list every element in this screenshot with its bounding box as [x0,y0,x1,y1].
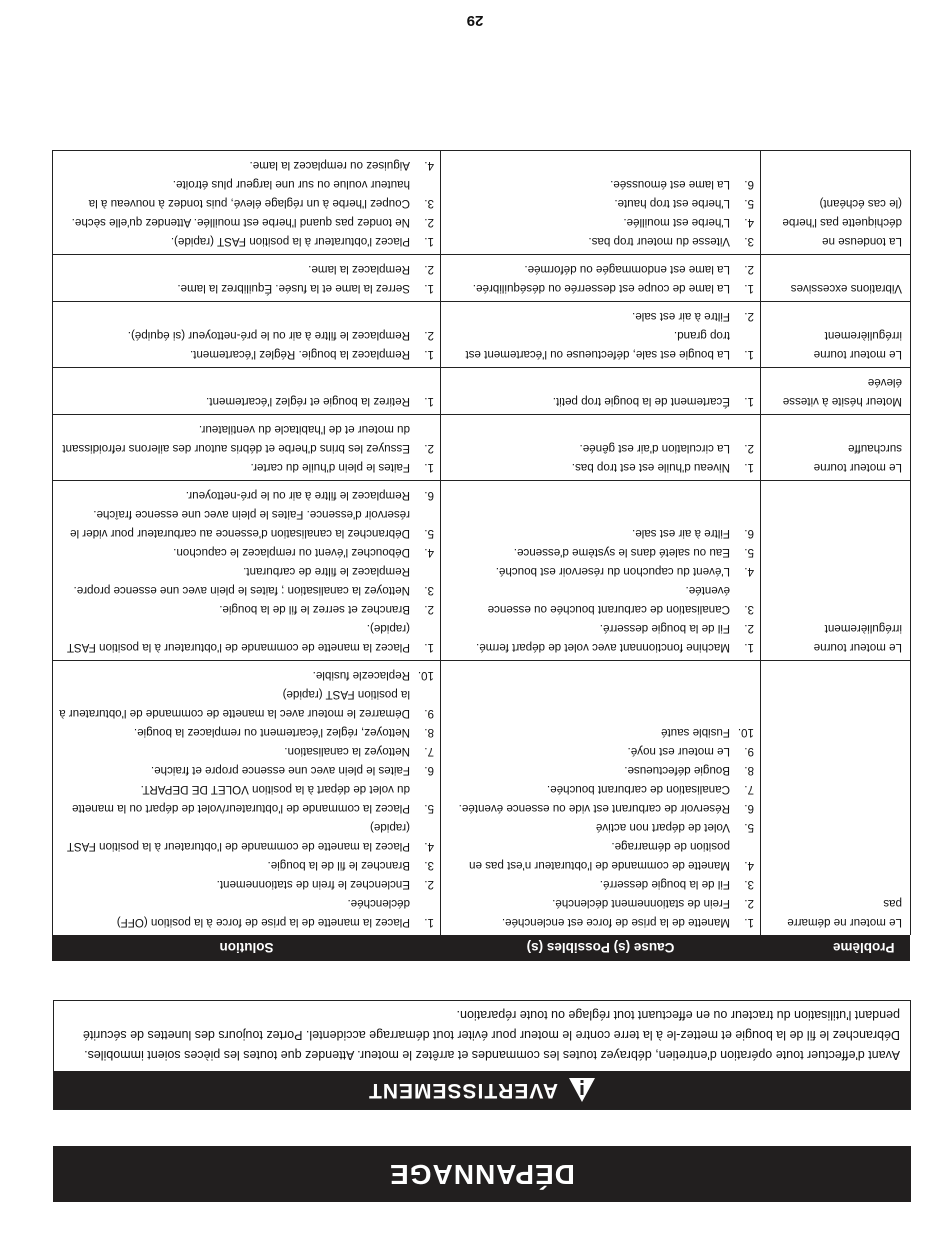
cause-text: L'herbe est mouillée. [623,216,730,229]
cause-number: 2. [744,622,754,635]
cause-item [447,194,754,213]
solution-text: Branchez le fil de la bougie. [267,859,410,872]
troubleshooting-table [52,150,911,961]
table-row [53,368,911,415]
header-problem: Problème [761,935,911,961]
solution-number: 2. [424,329,434,342]
solution-item [59,723,434,742]
solution-text: Serrez la lame et la fusée. Équilibrez la lame. [177,282,410,295]
solution-text: Remplacez le filtre à air ou le pré-nettoyeur (si équipé). [127,329,410,342]
solution-item [59,260,434,279]
solution-item [59,685,434,723]
solution-text: Branchez et serrez le fil de la bougie. [219,603,410,616]
solution-number: 3. [424,859,434,872]
cause-item [447,326,754,364]
cause-number: 8. [744,764,754,777]
cause-text: Volet de départ non activé [595,821,730,834]
cause-number: 4. [744,565,754,578]
cause-text: Fil de la bougie desserré. [599,622,730,635]
cause-number: 6. [744,178,754,191]
solution-item [59,458,434,477]
solution-text: Enclenchez le frein de stationnement. [216,878,410,891]
solution-number: 4. [424,546,434,559]
warning-box [53,1000,911,1110]
solution-text: Placez la manette de commande de l'obturateur à la position FAST (rapide). [67,622,410,654]
cause-number: 5. [744,546,754,559]
cause-cell [441,415,761,481]
cause-number: 1. [744,916,754,929]
solution-cell [53,302,441,368]
cause-item [447,742,754,761]
cause-item [447,761,754,780]
cause-text: Canalisation de carburant bouchée. [546,783,730,796]
solution-number: 7. [424,745,434,758]
solution-number: 2. [424,603,434,616]
solution-number: 8. [424,726,434,739]
cause-item [447,619,754,638]
cause-number: 3. [744,235,754,248]
solution-text: Remplacez le filtre à air ou le pré-nettoyeur. [185,489,410,502]
solution-number: 2. [424,263,434,276]
cause-cell [441,481,761,661]
page-title: DÉPANNAGE [53,1146,911,1202]
cause-item [447,232,754,251]
cause-number: 2. [744,897,754,910]
cause-number: 1. [744,461,754,474]
cause-item [447,818,754,837]
header-causes: Cause (s) Possibles (s) [441,935,761,961]
cause-text: Vitesse du moteur trop bas. [588,235,730,248]
cause-text: Fil de la bougie desserré. [599,878,730,891]
solution-item [59,619,434,657]
solution-text: Nettoyez, réglez l'écartement ou remplacez la bougie. [133,726,410,739]
table-row [53,302,911,368]
cause-number: 3. [744,603,754,616]
cause-text: L'évent du capuchon du réservoir est bouché. [495,565,730,578]
solution-cell [53,368,441,415]
table-row [53,481,911,661]
solution-item [59,279,434,298]
cause-text: Frein de stationnement déclenché. [552,897,730,910]
solution-item [59,600,434,619]
cause-item [447,723,754,742]
solution-number: 3. [424,584,434,597]
cause-number: 5. [744,821,754,834]
cause-cell [441,368,761,415]
cause-number: 9. [744,745,754,758]
cause-number: 2. [744,442,754,455]
solution-item [59,326,434,345]
cause-number: 5. [744,197,754,210]
solution-text: Remplacez la lame. [308,263,410,276]
problem-cell: Moteur hésite à vitesse élevée [761,368,911,415]
solution-number: 1. [424,348,434,361]
solution-text: Essuyez les brins d'herbe et débris autour des ailerons refroidissant du moteur et de l'habitacle du ventilateur. [62,423,410,455]
page-number: 29 [466,12,484,29]
solution-number: 5. [424,802,434,815]
solution-number: 1. [424,235,434,248]
solution-item [59,345,434,364]
solution-text: Nettoyez la canalisation. [284,745,410,758]
solution-number: 9. [424,707,434,720]
solution-text: Ne tondez pas quand l'herbe est mouillée. Attendez qu'elle sèche. [71,216,410,229]
cause-number: 10. [737,726,754,739]
solution-text: Retirez la bougie et réglez l'écartement. [206,395,410,408]
solution-number: 5. [424,527,434,540]
solution-text: Placez l'obturateur à la position FAST (rapide). [170,235,410,248]
solution-text: Coupez l'herbe à un réglage élevé, puis tondez à nouveau à la hauteur voulue ou sur une largeur plus étroite. [88,178,410,210]
solution-text: Faites le plein avec une essence propre et fraiche. [150,764,410,777]
solution-number: 1. [424,282,434,295]
problem-cell: Le moteur tourne irrégulièrement [761,302,911,368]
cause-number: 1. [744,282,754,295]
solution-item [59,894,434,932]
cause-item [447,213,754,232]
cause-item [447,175,754,194]
solution-item [59,562,434,600]
solution-item [59,392,434,411]
problem-cell: Vibrations excessives [761,255,911,302]
cause-item [447,439,754,458]
cause-item [447,780,754,799]
cause-number: 1. [744,641,754,654]
solution-number: 2. [424,878,434,891]
cause-item [447,875,754,894]
solution-text: Aiguisez ou remplacez la lame. [249,159,410,172]
cause-text: La lame est endommagée ou déformée. [524,263,730,276]
solution-number: 3. [424,197,434,210]
cause-number: 2. [744,263,754,276]
cause-text: Filtre à air est sale. [632,527,730,540]
warning-text: Avant d'effectuer toute opération d'entretien, débrayez toutes les commandes et arrêtez le moteur. Attendez que toutes les pièces soient immobiles. Débranchez le fil de la bougie et mettez-le à la terre contre le moteur pour éviter tout démarrage accidentel. Portez toujours des lunettes de sécurité pendant l'utilisation du tracteur ou en effectuant tout réglage ou toute réparation. [82,1008,900,1062]
cause-item [447,392,754,411]
cause-text: Manette de la prise de force est enclenchée. [501,916,730,929]
solution-number: 10. [417,669,434,682]
solution-item [59,420,434,458]
cause-cell [441,255,761,302]
cause-cell [441,302,761,368]
solution-item [59,761,434,780]
cause-item [447,543,754,562]
cause-item [447,524,754,543]
solution-item [59,232,434,251]
solution-item [59,213,434,232]
solution-text: Débouchez l'évent ou remplacez le capuchon. [173,546,410,559]
solution-number: 1. [424,461,434,474]
solution-cell [53,255,441,302]
cause-text: La circulation d'air est gênée. [579,442,730,455]
cause-text: Écartement de la bougie trop petit. [552,395,730,408]
solution-item [59,742,434,761]
solution-cell [53,481,441,661]
cause-number: 1. [744,395,754,408]
solution-number: 2. [424,442,434,455]
cause-item [447,307,754,326]
solution-item [59,666,434,685]
cause-text: Le moteur est noyé. [627,745,730,758]
cause-number: 7. [744,783,754,796]
solution-text: Placez la manette de commande de l'obturateur à la position FAST (rapide) [67,821,410,853]
cause-number: 2. [744,310,754,323]
cause-item [447,837,754,875]
warning-header [54,1071,910,1109]
cause-text: La lame est émoussée. [610,178,730,191]
table-row [53,255,911,302]
cause-item [447,799,754,818]
solution-item [59,856,434,875]
solution-cell [53,661,441,936]
solution-item [59,486,434,505]
cause-number: 6. [744,527,754,540]
solution-text: Placez la manette de la prise de force à la position (OFF) déclenchée. [116,897,410,929]
cause-number: 3. [744,878,754,891]
cause-text: Fusible sauté [661,726,730,739]
solution-text: Placez la commande de l'obturateur/volet de départ ou la manette du volet de départ à la position VOLET DE DEPART. [72,783,410,815]
cause-item [447,638,754,657]
problem-cell: Le moteur tourne irrégulièrement [761,481,911,661]
cause-item [447,581,754,619]
cause-text: Filtre à air est sale. [632,310,730,323]
cause-item [447,913,754,932]
cause-text: Eau ou saleté dans le système d'essence. [513,546,730,559]
solution-number: 4. [424,159,434,172]
cause-text: Canalisation de carburant bouchée ou essence éventée. [487,584,730,616]
cause-item [447,894,754,913]
table-body [53,151,911,936]
table-header-row [53,935,911,961]
solution-text: Nettoyez la canalisation ; faites le plein avec une essence propre. Remplacez le filtre de carburant. [73,565,410,597]
cause-text: Bougie défectueuse. [624,764,730,777]
warning-triangle-icon [568,1077,596,1103]
cause-text: Réservoir de carburant est vide ou essence éventée. [458,802,730,815]
table-row [53,415,911,481]
solution-text: Débranchez la canalisation d'essence au carburateur pour vider le réservoir d'essence. Faites le plein avec une essence fraîche. [70,508,410,540]
cause-item [447,458,754,477]
solution-item [59,780,434,818]
solution-text: Faites le plein d'huile du carter. [250,461,410,474]
solution-item [59,175,434,213]
cause-number: 4. [744,216,754,229]
solution-item [59,818,434,856]
solution-number: 1. [424,916,434,929]
cause-item [447,260,754,279]
solution-number: 1. [424,641,434,654]
cause-item [447,562,754,581]
problem-cell: Le moteur tourne surchauffe [761,415,911,481]
solution-number: 1. [424,395,434,408]
solution-item [59,875,434,894]
cause-number: 1. [744,348,754,361]
solution-item [59,505,434,543]
warning-heading: AVERTISSEMENT [368,1079,558,1102]
problem-cell: La tondeuse ne déchiquette pas l'herbe (le cas échéant) [761,151,911,255]
cause-text: Manette de commande de l'obturateur n'est pas en position de démarrage. [469,840,730,872]
solution-number: 6. [424,489,434,502]
cause-number: 6. [744,802,754,815]
solution-number: 2. [424,216,434,229]
solution-item [59,543,434,562]
solution-item [59,156,434,175]
solution-number: 4. [424,840,434,853]
cause-text: La bougie est sale, défectueuse ou l'écartement est trop grand. [465,329,730,361]
cause-text: La lame de coupe est desserrée ou déséquilibrée. [472,282,730,295]
table-row [53,661,911,936]
cause-text: Machine fonctionnant avec volet de départ fermé. [476,641,730,654]
cause-text: L'herbe est trop haute. [614,197,730,210]
solution-cell [53,151,441,255]
cause-number: 4. [744,859,754,872]
cause-item [447,279,754,298]
solution-number: 6. [424,764,434,777]
solution-cell [53,415,441,481]
cause-text: Niveau d'huile est est trop bas. [571,461,730,474]
solution-text: Remplacez la bougie. Réglez l'écartement. [189,348,410,361]
solution-text: Démarrez le moteur avec la manette de commande de l'obturateur à la position FAST (rapide) [59,688,410,720]
cause-cell [441,661,761,936]
cause-cell [441,151,761,255]
table-row [53,151,911,255]
solution-text: Replacezle fusible. [312,669,410,682]
header-solution: Solution [53,935,441,961]
problem-cell: Le moteur ne démarre pas [761,661,911,936]
